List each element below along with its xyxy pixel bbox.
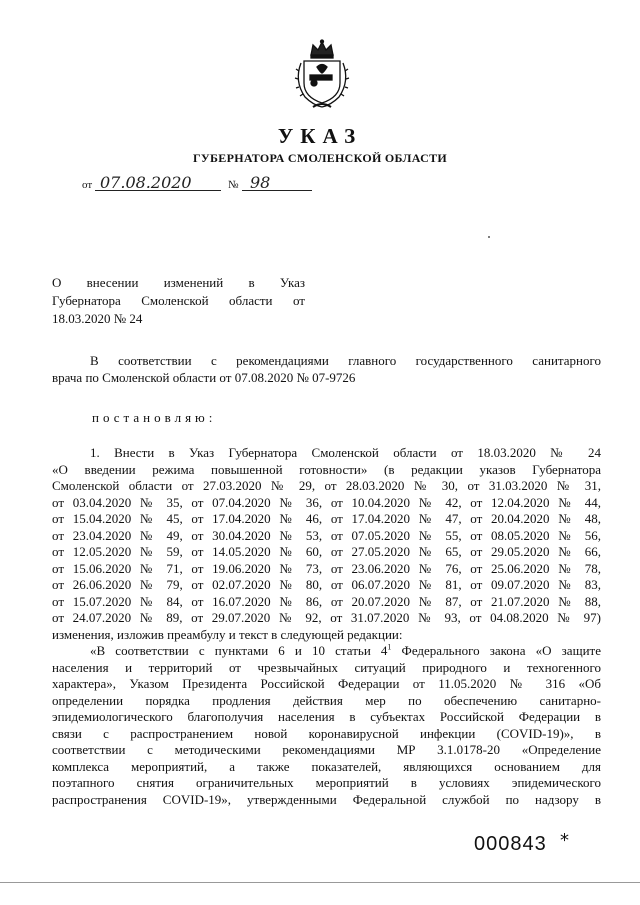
item-line: «О введении режима повышенной готовности» (в редакции указов Губернатора <box>52 461 601 477</box>
quote-line: определении порядка продления действия мер по обеспечению санитарно- <box>52 692 601 708</box>
number-handwritten: 98 <box>250 173 271 192</box>
quote-text: Федерального закона «О защите <box>391 643 601 658</box>
item-1-paragraph <box>52 445 601 643</box>
item-line: изменения, изложив преамбулу и текст в следующей редакции: <box>52 626 403 642</box>
article-superscript: 1 <box>387 642 392 652</box>
item-line: от 15.06.2020 № 71, от 19.06.2020 № 73, от 23.06.2020 № 76, от 25.06.2020 № 78, <box>52 560 601 576</box>
date-handwritten: 07.08.2020 <box>100 173 192 192</box>
subject-line: 18.03.2020 № 24 <box>52 311 143 326</box>
item-line: от 15.07.2020 № 84, от 16.07.2020 № 86, от 20.07.2020 № 87, от 21.07.2020 № 88, <box>52 593 601 609</box>
quote-line: характера», Указом Президента Российской Федерации от 11.05.2020 № 316 «Об <box>52 676 601 691</box>
quoted-text <box>52 643 601 808</box>
item-line: 1. Внести в Указ Губернатора Смоленской области от 18.03.2020 № 24 <box>90 445 601 460</box>
quote-line <box>52 643 601 660</box>
scan-speck <box>488 236 490 238</box>
document-title: УКАЗ <box>277 124 363 148</box>
item-line: от 12.05.2020 № 59, от 14.05.2020 № 60, от 27.05.2020 № 65, от 29.05.2020 № 66, <box>52 544 601 559</box>
quote-line: эпидемиологического благополучия населения в субъектах Российской Федерации в <box>52 709 601 724</box>
subject-line: О внесении изменений в Указ <box>52 275 305 290</box>
date-label: от <box>82 179 93 191</box>
item-line: от 15.04.2020 № 45, от 17.04.2020 № 46, от 17.04.2020 № 47, от 20.04.2020 № 48, <box>52 511 601 526</box>
number-label: № <box>228 179 239 191</box>
preamble-line: В соответствии с рекомендациями главного государственного санитарного <box>90 353 601 368</box>
document-issuer: ГУБЕРНАТОРА СМОЛЕНСКОЙ ОБЛАСТИ <box>192 151 448 165</box>
quote-line: соответствии с методическими рекомендациями МР 3.1.0178-20 «Определение <box>52 742 601 757</box>
quote-text: «В соответствии с пунктами 6 и 10 статьи 4 <box>90 643 388 658</box>
item-line: от 24.07.2020 № 89, от 29.07.2020 № 92, от 31.07.2020 № 93, от 04.08.2020 № 97) <box>52 610 601 625</box>
document-subject <box>52 274 305 328</box>
date-number-line <box>82 175 312 193</box>
quote-line: распространения COVID-19», утвержденными Федеральной службой по надзору в <box>52 791 601 807</box>
item-line: Смоленской области от 27.03.2020 № 29, от 28.03.2020 № 30, от 31.03.2020 № 31, <box>52 478 601 493</box>
registration-number: 000843 <box>474 833 547 855</box>
item-line: от 26.06.2020 № 79, от 02.07.2020 № 80, от 06.07.2020 № 81, от 09.07.2020 № 83, <box>52 577 601 592</box>
coat-of-arms-emblem <box>291 39 353 111</box>
asterisk-mark: * <box>560 830 569 851</box>
item-line: от 03.04.2020 № 35, от 07.04.2020 № 36, от 10.04.2020 № 42, от 12.04.2020 № 44, <box>52 494 601 510</box>
page-edge-line <box>0 882 640 883</box>
decree-word: постановляю: <box>92 410 217 425</box>
quote-line: комплекса мероприятий, а также показателей, являющихся основанием для <box>52 758 601 774</box>
quote-line: поэтапного снятия ограничительных мероприятий в условиях эпидемического <box>52 775 601 790</box>
quote-line: связи с распространением новой коронавирусной инфекции (COVID-19)», в <box>52 725 601 741</box>
preamble-paragraph <box>52 353 601 386</box>
subject-line: Губернатора Смоленской области от <box>52 293 305 308</box>
preamble-line: врача по Смоленской области от 07.08.2020 № 07-9726 <box>52 369 356 385</box>
item-line: от 23.04.2020 № 49, от 30.04.2020 № 53, от 07.05.2020 № 55, от 08.05.2020 № 56, <box>52 527 601 543</box>
quote-line: населения и территорий от чрезвычайных ситуаций природного и техногенного <box>52 659 601 675</box>
